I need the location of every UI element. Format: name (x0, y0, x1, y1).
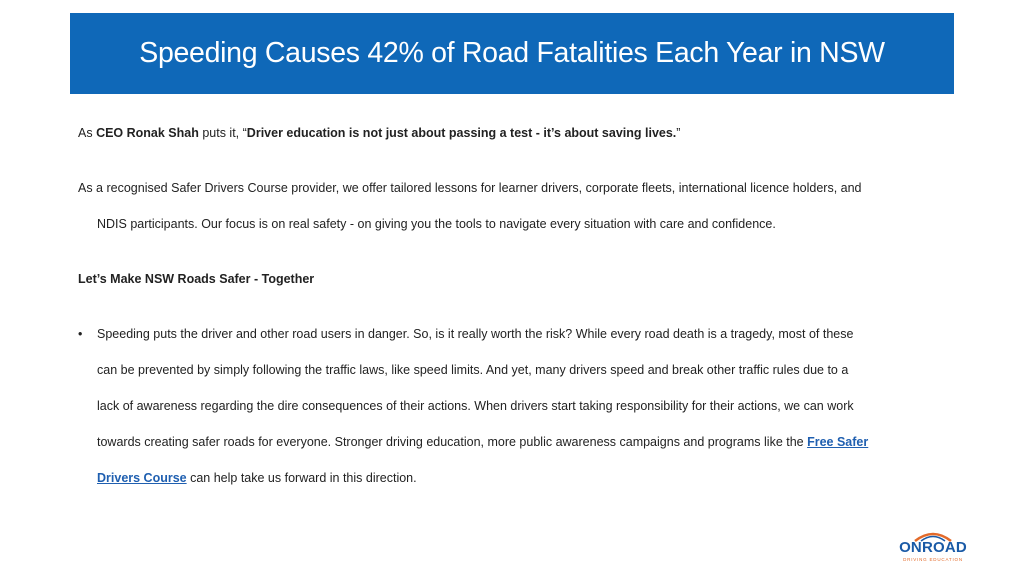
paragraph-line-2: NDIS participants. Our focus is on real safety - on giving you the tools to navigate every situation with care and confidence. (97, 217, 776, 231)
quote-line (78, 115, 680, 151)
subheading: Let’s Make NSW Roads Safer - Together (78, 272, 315, 286)
logo-word: ONROAD (899, 539, 967, 556)
quote-prefix: As (78, 126, 97, 140)
onroad-logo (893, 530, 973, 570)
free-safer-drivers-course-link-cont[interactable]: Drivers Course (97, 471, 187, 485)
bullet-line-3: lack of awareness regarding the dire consequences of their actions. When drivers start taking responsibility for their actions, we can work (97, 399, 854, 413)
quote-middle: puts it, “ (198, 126, 247, 140)
quote-text: Driver education is not just about passing a test - it’s about saving lives. (246, 126, 677, 140)
page-title: Speeding Causes 42% of Road Fatalities Each Year in NSW (139, 37, 885, 69)
title-banner (70, 13, 954, 94)
logo-tagline: DRIVING EDUCATION (903, 557, 963, 562)
free-safer-drivers-course-link[interactable]: Free Safer (807, 435, 869, 449)
bullet-line-2: can be prevented by simply following the traffic laws, like speed limits. And yet, many drivers speed and break other traffic rules due to a (97, 363, 849, 377)
bullet-line-4-text: towards creating safer roads for everyone. Stronger driving education, more public awareness campaigns and programs like the (97, 435, 808, 449)
bullet-line-5-text: can help take us forward in this direction. (186, 471, 417, 485)
bullet-line-4 (97, 424, 868, 460)
bullet-symbol: • (78, 327, 83, 341)
bullet-line-1: Speeding puts the driver and other road users in danger. So, is it really worth the risk? While every road death is a tragedy, most of these (97, 327, 854, 341)
paragraph-line-1: As a recognised Safer Drivers Course provider, we offer tailored lessons for learner drivers, corporate fleets, international licence holders, and (78, 181, 862, 195)
bullet-line-5 (97, 460, 417, 496)
quote-speaker: CEO Ronak Shah (96, 126, 199, 140)
quote-suffix: ” (676, 126, 681, 140)
